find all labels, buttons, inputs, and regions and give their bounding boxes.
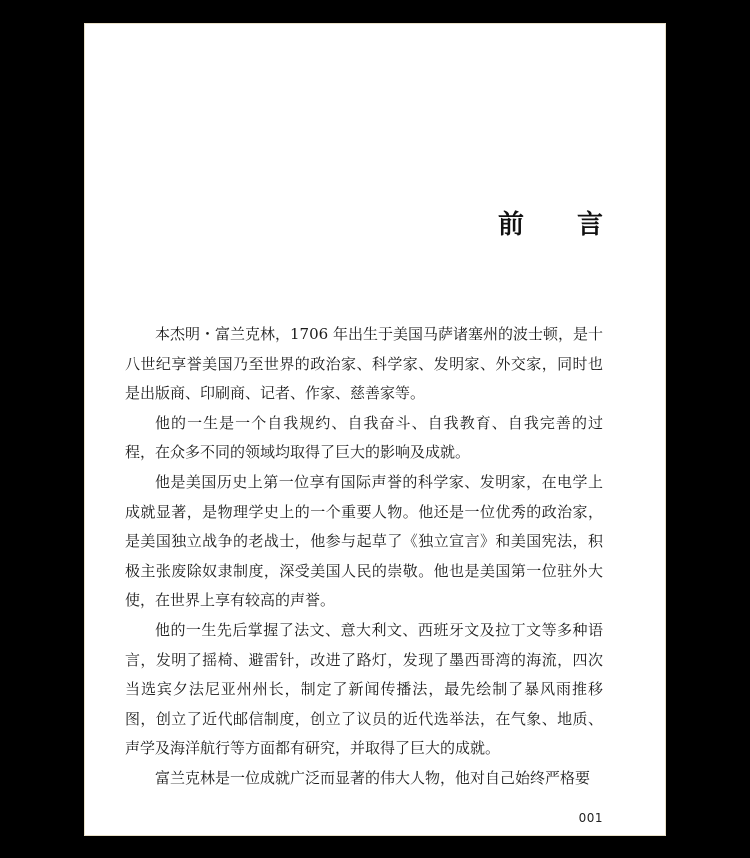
- paragraph: 他的一生先后掌握了法文、意大利文、西班牙文及拉丁文等多种语言，发明了摇椅、避雷针，改进了路灯，发现了墨西哥湾的海流，四次当选宾夕法尼亚州州长，制定了新闻传播法，最先绘制了暴风雨推移图，创立了近代邮信制度，创立了议员的近代选举法，在气象、地质、声学及海洋航行等方面都有研究，并取得了巨大的成就。: [125, 620, 603, 758]
- paragraph: 他的一生是一个自我规约、自我奋斗、自我教育、自我完善的过程，在众多不同的领域均取得了巨大的影响及成就。: [125, 413, 603, 462]
- page-number: 001: [578, 811, 603, 825]
- body-text: [125, 320, 603, 794]
- page-title: 前 言: [497, 210, 625, 240]
- paragraph: 本杰明・富兰克林，1706 年出生于美国马萨诸塞州的波士顿，是十八世纪享誉美国乃至世界的政治家、科学家、发明家、外交家，同时也是出版商、印刷商、记者、作家、慈善家等。: [125, 325, 603, 403]
- paragraph: 他是美国历史上第一位享有国际声誉的科学家、发明家，在电学上成就显著，是物理学史上的一个重要人物。他还是一位优秀的政治家，是美国独立战争的老战士，他参与起草了《独立宣言》和美国宪法，积极主张废除奴隶制度，深受美国人民的崇敬。他也是美国第一位驻外大使，在世界上享有较高的声誉。: [125, 472, 603, 610]
- paragraph: 富兰克林是一位成就广泛而显著的伟大人物，他对自己始终严格要: [155, 768, 591, 787]
- book-page: [85, 24, 665, 835]
